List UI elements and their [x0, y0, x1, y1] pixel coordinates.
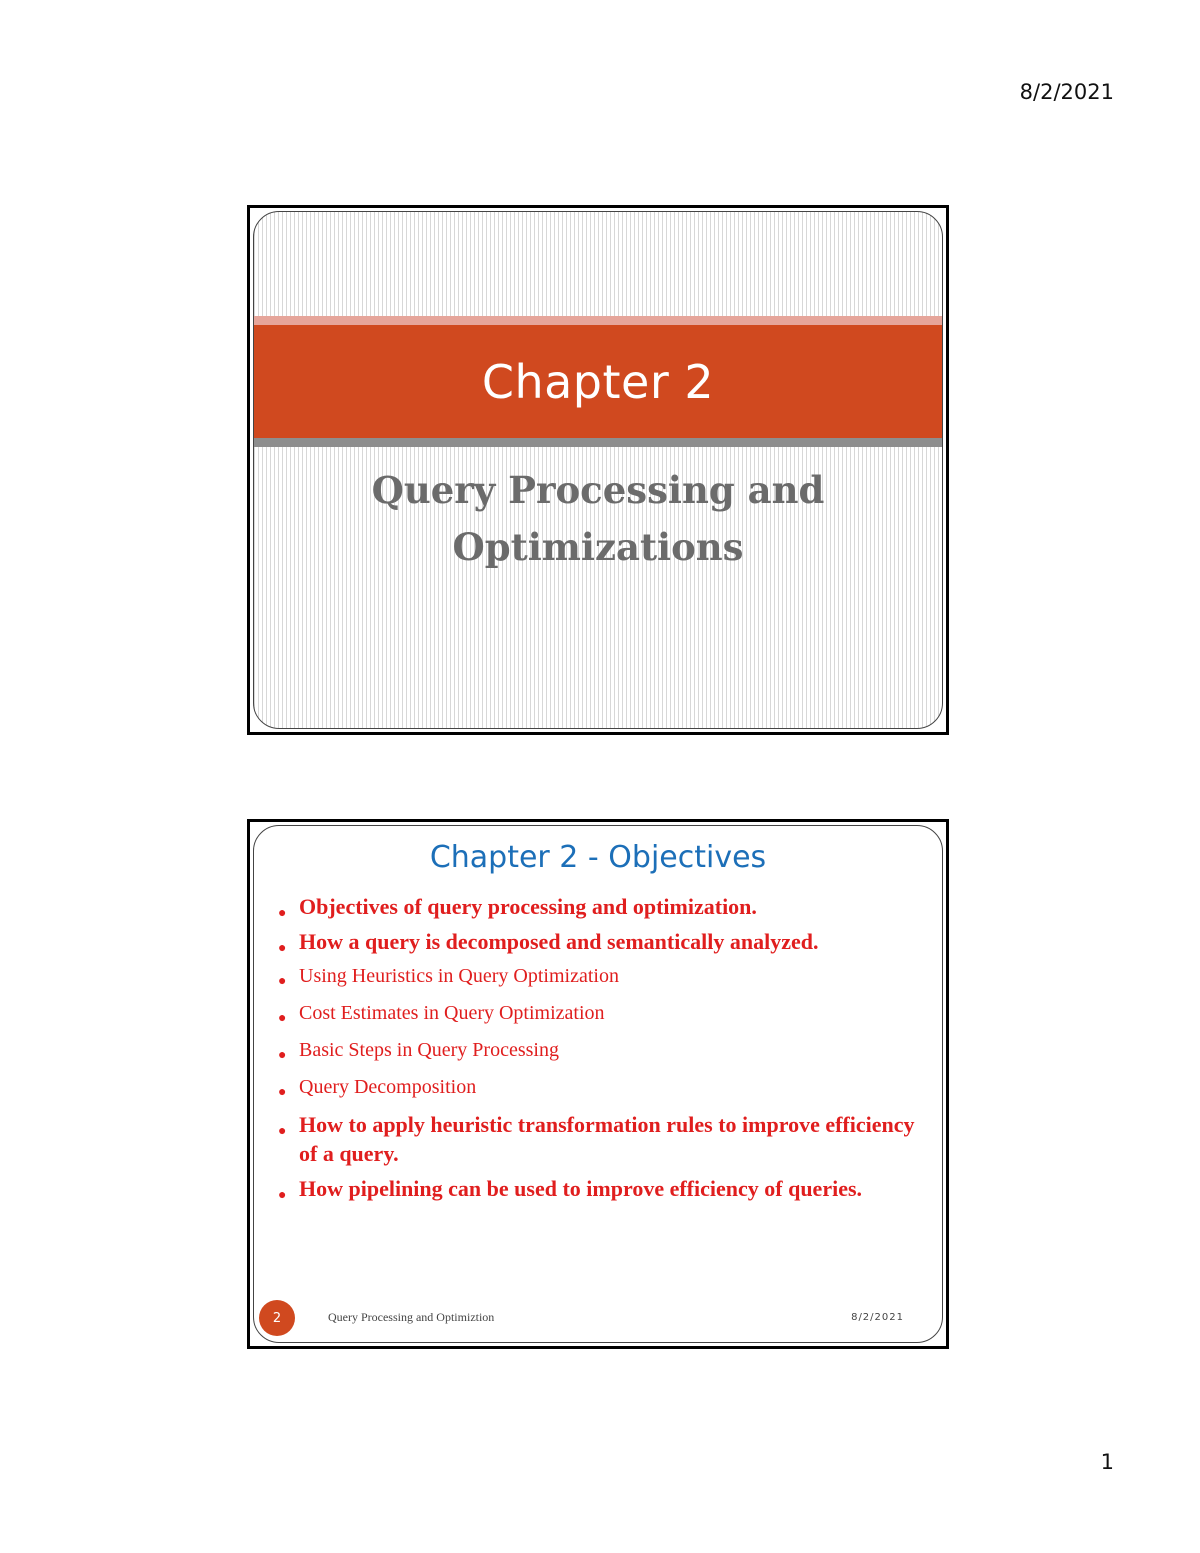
bullet-icon: ●	[278, 1011, 287, 1026]
objective-list	[276, 892, 922, 1209]
objective-item	[276, 1174, 922, 1203]
objective-text: How pipelining can be used to improve efficiency of queries.	[299, 1176, 863, 1201]
title-band-top-stripe	[254, 316, 942, 325]
objective-item	[276, 1036, 922, 1064]
slide-1-content	[253, 211, 943, 729]
slide-2-content	[253, 825, 943, 1343]
objective-item	[276, 892, 922, 921]
bullet-icon: ●	[278, 1124, 287, 1139]
slide-footer-date: 8/2/2021	[851, 1312, 904, 1323]
bullet-icon: ●	[278, 1048, 287, 1063]
objectives-title: Chapter 2 - Objectives	[429, 840, 767, 875]
objective-text: Basic Steps in Query Processing	[299, 1039, 559, 1061]
page-number: 1	[1100, 1450, 1114, 1474]
slide-footer-text: Query Processing and Optimiztion	[328, 1310, 495, 1324]
bullet-icon: ●	[278, 906, 287, 921]
bullet-icon: ●	[278, 974, 287, 989]
objective-item	[276, 927, 922, 956]
bullet-icon: ●	[278, 941, 287, 956]
objective-item	[276, 1073, 922, 1101]
page-date: 8/2/2021	[1019, 80, 1114, 104]
objective-item	[276, 1110, 922, 1168]
objective-item	[276, 999, 922, 1027]
objective-text: Cost Estimates in Query Optimization	[299, 1002, 605, 1024]
title-band-bottom-stripe	[254, 438, 942, 447]
objective-item	[276, 962, 922, 990]
objective-text: Query Decomposition	[299, 1076, 477, 1098]
chapter-title: Chapter 2	[481, 354, 715, 409]
slide-number-badge: 2	[259, 1300, 295, 1336]
chapter-subtitle: Query Processing and Optimizations	[371, 468, 825, 569]
objective-text: Objectives of query processing and optimization.	[299, 894, 757, 919]
objective-text: How a query is decomposed and semantically analyzed.	[299, 929, 819, 954]
objective-text: How to apply heuristic transformation rules to improve efficiency of a query.	[299, 1112, 915, 1166]
slide-2	[247, 819, 949, 1349]
slide-1	[247, 205, 949, 735]
bullet-icon: ●	[278, 1188, 287, 1203]
bullet-icon: ●	[278, 1085, 287, 1100]
title-band	[254, 325, 942, 438]
objective-text: Using Heuristics in Query Optimization	[299, 965, 619, 987]
